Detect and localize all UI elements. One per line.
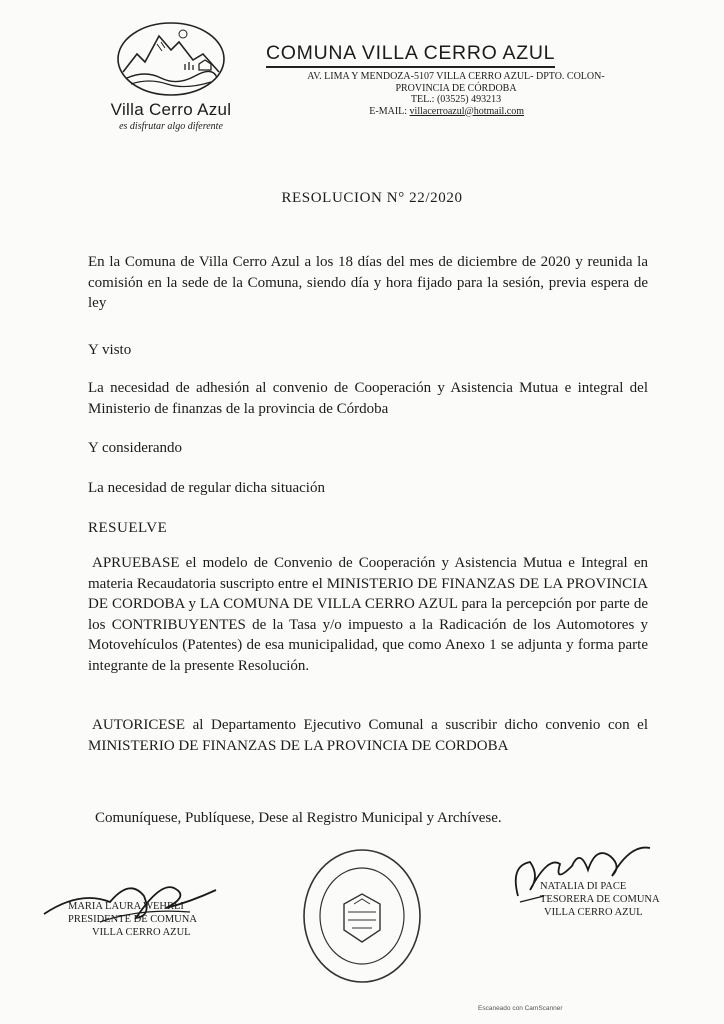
left-signature-block [68, 900, 197, 939]
article-1-paragraph [88, 553, 648, 676]
email-address: villacerroazul@hotmail.com [409, 105, 524, 117]
resolution-title: RESOLUCION N° 22/2020 [281, 190, 463, 206]
article-1-keyword: APRUEBASE [92, 555, 180, 571]
scanner-footer: Escaneado con CamScanner [478, 1005, 563, 1012]
considerando-heading: Y considerando [88, 440, 182, 456]
closing-line: Comuníquese, Publíquese, Dese al Registro Municipal y Archívese. [95, 810, 502, 826]
letterhead [266, 42, 646, 118]
address-line-1: AV. LIMA Y MENDOZA-5107 VILLA CERRO AZUL- DPTO. COLON- [307, 71, 605, 82]
logo-tagline: es disfrutar algo diferente [119, 121, 223, 132]
left-signer-role: PRESIDENTE DE COMUNA [68, 914, 197, 925]
logo-name: Villa Cerro Azul [110, 100, 232, 119]
visto-heading: Y visto [88, 342, 132, 358]
visto-paragraph: La necesidad de adhesión al convenio de Cooperación y Asistencia Mutua e integral del Ministerio de finanzas de la provincia de Córdoba [88, 380, 648, 417]
letterhead-title: COMUNA VILLA CERRO AZUL [266, 42, 555, 68]
intro-paragraph: En la Comuna de Villa Cerro Azul a los 18 días del mes de diciembre de 2020 y reunida la comisión en la sede de la Comuna, siendo día y hora fijado para la sesión, previa espera de ley [88, 254, 648, 311]
resuelve-heading: RESUELVE [88, 520, 168, 536]
email-line [266, 106, 646, 118]
address-line-2: PROVINCIA DE CÓRDOBA [395, 82, 517, 94]
email-label: E-MAIL: [369, 105, 410, 117]
right-signer-place: VILLA CERRO AZUL [544, 907, 643, 918]
left-signer-place: VILLA CERRO AZUL [92, 927, 191, 938]
right-signer-role: TESORERA DE COMUNA [540, 894, 660, 905]
comuna-seal-icon [300, 846, 424, 986]
left-signer-name: MARIA LAURA WEHRLI [68, 901, 184, 912]
right-signer-name: NATALIA DI PACE [540, 881, 627, 892]
phone: TEL.: (03525) 493213 [410, 94, 502, 105]
considerando-paragraph: La necesidad de regular dicha situación [88, 480, 325, 496]
mountain-landscape-icon [115, 20, 227, 98]
article-2-paragraph [88, 715, 648, 756]
article-2-keyword: AUTORICESE [92, 717, 186, 733]
right-signature-block [540, 880, 660, 919]
comuna-logo [96, 20, 246, 132]
article-1-text: el modelo de Convenio de Cooperación y Asistencia Mutua e Integral en materia Recaudatoria suscripto entre el MINISTERIO DE FINANZAS DE LA PROVINCIA DE CORDOBA y LA COMUNA DE VILLA CERRO AZUL para la percepción por parte de los CONTRIBUYENTES de la Tasa y/o impuesto a la Radicación de los Automotores y Motovehículos (Patentes) de esa municipalidad, que como Anexo 1 se adjunta y forma parte integrante de la presente Resolución. [88, 555, 648, 674]
article-2-text: al Departamento Ejecutivo Comunal a suscribir dicho convenio con el MINISTERIO DE FINANZAS DE LA PROVINCIA DE CORDOBA [88, 717, 648, 754]
